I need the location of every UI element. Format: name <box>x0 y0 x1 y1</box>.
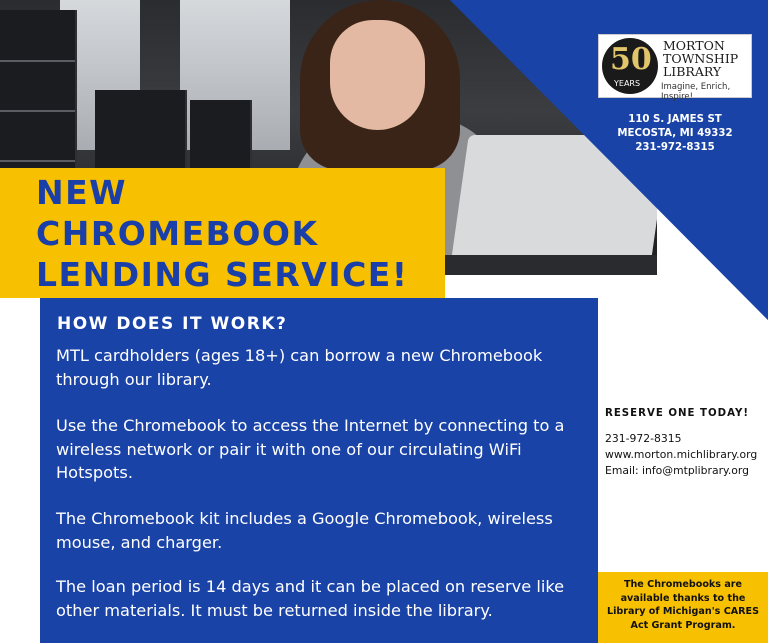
grant-note-text: The Chromebooks are available thanks to the Library of Michigan's CARES Act Grant Program. <box>606 579 760 631</box>
library-logo <box>598 34 752 102</box>
headline <box>36 172 408 295</box>
library-name-line-3: LIBRARY <box>663 64 722 79</box>
headline-line-3: LENDING SERVICE! <box>36 255 409 294</box>
paragraph-usage: Use the Chromebook to access the Internet by connecting to a wireless network or pair it with one of our circulating WiFi Hotspots. <box>56 416 565 482</box>
reserve-title: RESERVE ONE TODAY! <box>605 408 750 419</box>
reserve-section <box>605 408 765 479</box>
library-address <box>610 113 740 155</box>
paragraph-kit: The Chromebook kit includes a Google Chromebook, wireless mouse, and charger. <box>56 509 553 552</box>
reserve-email[interactable]: Email: info@mtplibrary.org <box>605 464 750 477</box>
how-it-works-title: HOW DOES IT WORK? <box>57 314 288 334</box>
anniversary-seal-icon <box>602 38 658 94</box>
address-street: 110 S. JAMES ST <box>628 114 722 125</box>
how-it-works-panel <box>40 298 598 643</box>
grant-note <box>598 572 768 643</box>
headline-line-2: CHROMEBOOK <box>36 214 319 253</box>
paragraph-eligibility: MTL cardholders (ages 18+) can borrow a new Chromebook through our library. <box>56 346 543 389</box>
logo-year: 50 <box>610 42 652 77</box>
address-phone: 231-972-8315 <box>635 142 715 153</box>
library-name-line-1: MORTON <box>663 38 725 53</box>
reserve-phone[interactable]: 231-972-8315 <box>605 432 682 445</box>
library-name <box>663 39 738 78</box>
library-tagline: Imagine, Enrich, Inspire! <box>661 82 731 102</box>
headline-line-1: NEW <box>36 173 128 212</box>
paragraph-loan-period: The loan period is 14 days and it can be placed on reserve like other materials. It must be returned inside the library. <box>56 577 565 620</box>
reserve-website[interactable]: www.morton.michlibrary.org <box>605 448 758 461</box>
address-city: MECOSTA, MI 49332 <box>617 128 733 139</box>
logo-years-label: YEARS <box>614 79 641 88</box>
library-name-line-2: TOWNSHIP <box>663 51 739 66</box>
